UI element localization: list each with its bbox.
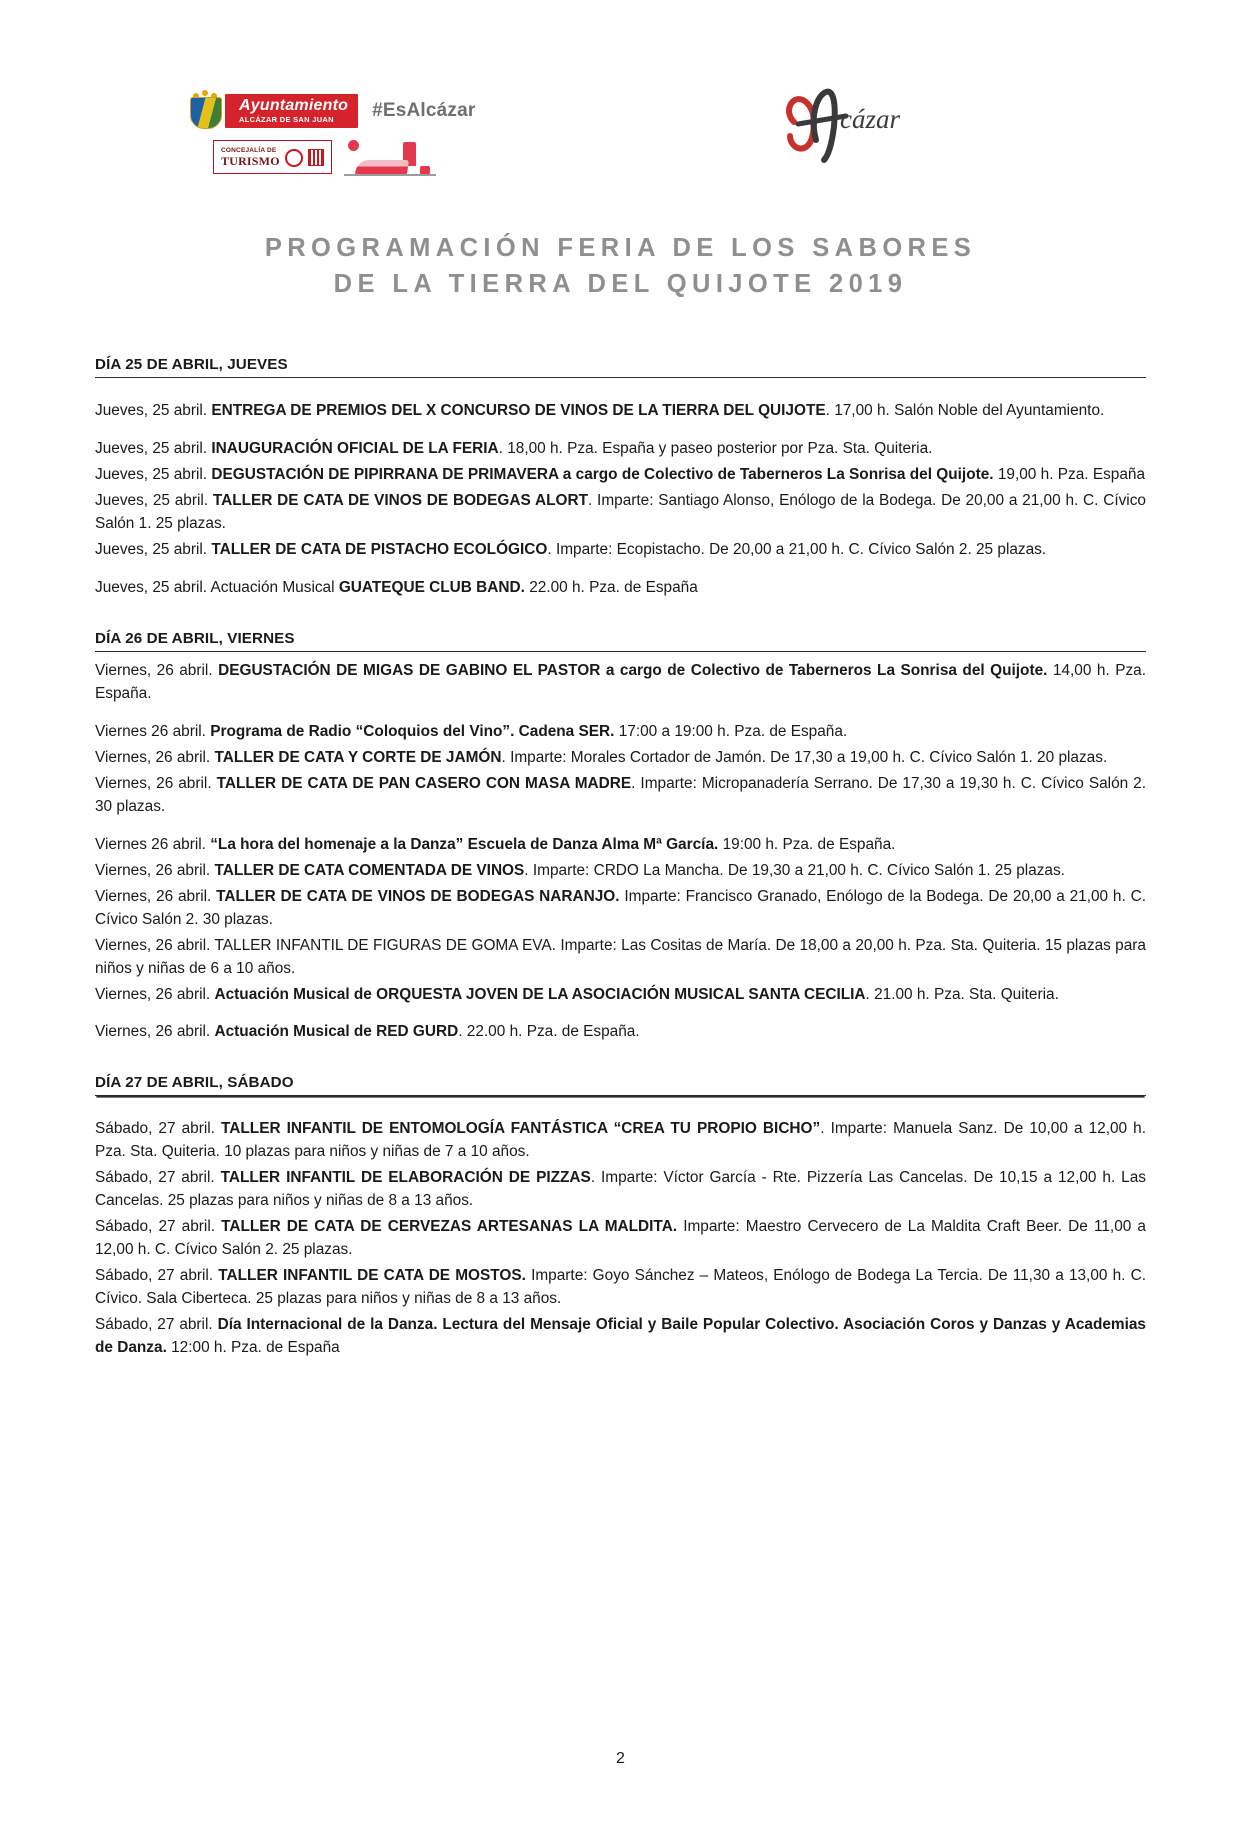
- event-paragraph: [95, 1265, 1146, 1311]
- event-detail-text: 22.00 h. Pza. de España: [524, 579, 698, 597]
- event-detail-text: Viernes, 26 abril.: [95, 985, 215, 1003]
- event-title-text: TALLER DE CATA COMENTADA DE VINOS: [214, 861, 525, 879]
- event-detail-text: 19:00 h. Pza. de España.: [718, 835, 896, 853]
- page-title: [95, 230, 1146, 302]
- event-detail-text: Jueves, 25 abril.: [95, 440, 212, 458]
- event-title-text: TALLER DE CATA DE PISTACHO ECOLÓGICO: [211, 541, 548, 559]
- event-detail-text: . Imparte: Santiago Alonso, Enólogo de la Bodega. De 20,00 a 21,00 h. C. Cívico Salón 1. 25 plazas.: [95, 492, 1146, 533]
- event-detail-text: . 22.00 h. Pza. de España.: [458, 1023, 640, 1041]
- event-detail-text: . Imparte: Manuela Sanz. De 10,00 a 12,00 h. Pza. Sta. Quiteria. 10 plazas para niños y niñas de 7 a 10 años.: [95, 1120, 1146, 1161]
- event-detail-text: Viernes, 26 abril.: [95, 662, 219, 680]
- event-detail-text: Viernes, 26 abril.: [95, 861, 215, 879]
- hashtag-esalcazar: #EsAlcázar: [372, 100, 476, 121]
- logo-band: [95, 78, 1146, 208]
- event-detail-text: 12:00 h. Pza. de España: [166, 1339, 340, 1356]
- section-spacer: [95, 1044, 1146, 1074]
- page-title-line2: DE LA TIERRA DEL QUIJOTE 2019: [333, 270, 908, 299]
- event-detail-text: Viernes, 26 abril.: [95, 1023, 215, 1041]
- event-detail-text: Jueves, 25 abril.: [95, 466, 212, 484]
- ayuntamiento-badge: [225, 94, 358, 129]
- event-detail-text: . Imparte: CRDO La Mancha. De 19,30 a 21,00 h. C. Cívico Salón 1. 25 plazas.: [524, 861, 1065, 879]
- event-title-text: Actuación Musical de RED GURD: [214, 1023, 459, 1041]
- event-paragraph: [95, 834, 1146, 857]
- event-title-text: INAUGURACIÓN OFICIAL DE LA FERIA: [211, 440, 499, 458]
- event-paragraph: [95, 773, 1146, 819]
- turismo-grid-icon: [308, 149, 324, 166]
- event-title-text: DEGUSTACIÓN DE PIPIRRANA DE PRIMAVERA a cargo de Colectivo de Taberneros La Sonrisa del Quijote.: [211, 466, 994, 484]
- event-paragraph: [95, 464, 1146, 487]
- paragraph-spacer: [95, 1096, 1146, 1118]
- event-detail-text: . 21.00 h. Pza. Sta. Quiteria.: [865, 985, 1059, 1003]
- concejalia-turismo-logo: [213, 140, 332, 174]
- page-number: 2: [616, 1750, 625, 1767]
- event-detail-text: Imparte: Goyo Sánchez – Mateos, Enólogo de Bodega La Tercia. De 11,30 a 13,00 h. C. Cívico. Sala Ciberteca. 25 plazas para niños y niñas de 8 a 13 años.: [95, 1267, 1146, 1308]
- event-paragraph: [95, 660, 1146, 706]
- event-title-text: TALLER INFANTIL DE ENTOMOLOGÍA FANTÁSTICA “CREA TU PROPIO BICHO”: [221, 1120, 821, 1138]
- event-detail-text: Viernes, 26 abril.: [95, 774, 217, 792]
- event-detail-text: . 18,00 h. Pza. España y paseo posterior por Pza. Sta. Quiteria.: [498, 440, 933, 458]
- event-title-text: TALLER DE CATA DE PAN CASERO CON MASA MADRE: [216, 774, 632, 792]
- event-title-text: Día Internacional de la Danza. Lectura del Mensaje Oficial y Baile Popular Colectivo. Asociación Coros y Danzas y Academias de Danza.: [95, 1316, 1146, 1356]
- event-detail-text: Viernes, 26 abril.: [95, 887, 217, 905]
- event-paragraph: [95, 1118, 1146, 1164]
- event-detail-text: Sábado, 27 abril.: [95, 1218, 222, 1236]
- document-page: [0, 78, 1241, 1832]
- train-windmill-icon: [344, 140, 436, 180]
- ayuntamiento-badge-line2: ALCÁZAR DE SAN JUAN: [239, 114, 334, 124]
- svg-text:cázar: cázar: [840, 104, 900, 134]
- paragraph-spacer: [95, 819, 1146, 834]
- event-title-text: TALLER INFANTIL DE CATA DE MOSTOS.: [218, 1267, 526, 1285]
- event-paragraph: [95, 984, 1146, 1007]
- event-paragraph: [95, 747, 1146, 770]
- event-detail-text: . Imparte: Morales Cortador de Jamón. De 17,30 a 19,00 h. C. Cívico Salón 1. 20 plazas.: [501, 748, 1108, 766]
- event-detail-text: Sábado, 27 abril.: [95, 1120, 222, 1138]
- event-detail-text: Jueves, 25 abril.: [95, 492, 213, 510]
- day-header: DÍA 27 DE ABRIL, SÁBADO: [95, 1074, 1146, 1096]
- event-detail-text: Sábado, 27 abril.: [95, 1316, 218, 1334]
- event-paragraph: [95, 886, 1146, 932]
- event-detail-text: . Imparte: Micropanadería Serrano. De 17,30 a 19,30 h. C. Cívico Salón 2. 30 plazas.: [95, 774, 1146, 815]
- event-paragraph: [95, 860, 1146, 883]
- event-title-text: GUATEQUE CLUB BAND.: [338, 579, 525, 597]
- paragraph-spacer: [95, 1006, 1146, 1021]
- page-title-line1: PROGRAMACIÓN FERIA DE LOS SABORES: [264, 234, 977, 262]
- turismo-row: [213, 140, 487, 180]
- event-detail-text: Jueves, 25 abril.: [95, 541, 212, 559]
- alcazar-heart-logo: [776, 82, 936, 168]
- event-title-text: “La hora del homenaje a la Danza” Escuela de Danza Alma Mª García.: [210, 835, 719, 853]
- event-detail-text: Viernes 26 abril.: [95, 835, 211, 853]
- event-paragraph: [95, 577, 1146, 600]
- turismo-line1: CONCEJALÍA DE: [221, 147, 277, 155]
- event-detail-text: Viernes 26 abril.: [95, 722, 211, 740]
- paragraph-spacer: [95, 652, 1146, 660]
- event-paragraph: [95, 721, 1146, 744]
- paragraph-spacer: [95, 562, 1146, 577]
- alcazar-brand-logo: [776, 82, 936, 168]
- ayuntamiento-badge-line1: Ayuntamiento: [239, 96, 349, 114]
- event-paragraph: [95, 1167, 1146, 1213]
- event-detail-text: Sábado, 27 abril.: [95, 1169, 221, 1187]
- event-detail-text: 17:00 a 19:00 h. Pza. de España.: [614, 722, 848, 740]
- turismo-circle-icon: [285, 149, 303, 167]
- ayuntamiento-logo-group: [187, 88, 487, 178]
- event-detail-text: . Imparte: Víctor García - Rte. Pizzería Las Cancelas. De 10,15 a 12,00 h. Las Cancelas. 25 plazas para niños y niñas de 8 a 13 años.: [95, 1169, 1146, 1210]
- event-paragraph: [95, 935, 1146, 981]
- event-paragraph: [95, 400, 1146, 423]
- event-title-text: Programa de Radio “Coloquios del Vino”. Cadena SER.: [210, 722, 615, 740]
- event-title-text: TALLER DE CATA DE VINOS DE BODEGAS ALORT: [212, 492, 588, 510]
- event-detail-text: Viernes, 26 abril. TALLER INFANTIL DE FIGURAS DE GOMA EVA. Imparte: Las Cositas de María. De 18,00 a 20,00 h. Pza. Sta. Quiteria. 15 plazas para niños y niñas de 6 a 10 años.: [95, 936, 1146, 977]
- section-spacer: [95, 600, 1146, 630]
- day-header: DÍA 26 DE ABRIL, VIERNES: [95, 630, 1146, 652]
- ayuntamiento-row: [187, 88, 487, 134]
- paragraph-spacer: [95, 378, 1146, 400]
- event-paragraph: [95, 438, 1146, 461]
- event-title-text: DEGUSTACIÓN DE MIGAS DE GABINO EL PASTOR a cargo de Colectivo de Taberneros La Sonrisa del Quijote.: [218, 662, 1048, 680]
- event-paragraph: [95, 1021, 1146, 1044]
- paragraph-spacer: [95, 706, 1146, 721]
- event-title-text: TALLER DE CATA Y CORTE DE JAMÓN: [214, 748, 502, 766]
- event-detail-text: Jueves, 25 abril. Actuación Musical: [95, 579, 339, 597]
- event-detail-text: . 17,00 h. Salón Noble del Ayuntamiento.: [825, 402, 1105, 420]
- event-title-text: ENTREGA DE PREMIOS DEL X CONCURSO DE VINOS DE LA TIERRA DEL QUIJOTE: [211, 402, 826, 420]
- event-title-text: Actuación Musical de ORQUESTA JOVEN DE LA ASOCIACIÓN MUSICAL SANTA CECILIA: [214, 985, 866, 1003]
- event-detail-text: 19,00 h. Pza. España: [993, 466, 1146, 484]
- event-detail-text: Imparte: Maestro Cervecero de La Maldita Craft Beer. De 11,00 a 12,00 h. C. Cívico Salón 2. 25 plazas.: [95, 1218, 1146, 1259]
- program-content: [95, 356, 1146, 1360]
- event-paragraph: [95, 539, 1146, 562]
- event-paragraph: [95, 1314, 1146, 1360]
- event-detail-text: 14,00 h. Pza. España.: [95, 662, 1146, 703]
- paragraph-spacer: [95, 423, 1146, 438]
- event-detail-text: Viernes, 26 abril.: [95, 748, 215, 766]
- event-title-text: TALLER DE CATA DE VINOS DE BODEGAS NARANJO.: [216, 887, 620, 905]
- event-detail-text: Imparte: Francisco Granado, Enólogo de la Bodega. De 20,00 a 21,00 h. C. Cívico Salón 2. 30 plazas.: [95, 887, 1146, 928]
- turismo-line2: TURISMO: [221, 153, 280, 168]
- coat-of-arms-icon: [187, 89, 223, 133]
- event-detail-text: Sábado, 27 abril.: [95, 1267, 219, 1285]
- event-detail-text: . Imparte: Ecopistacho. De 20,00 a 21,00 h. C. Cívico Salón 2. 25 plazas.: [547, 541, 1047, 559]
- day-header: DÍA 25 DE ABRIL, JUEVES: [95, 356, 1146, 378]
- event-paragraph: [95, 490, 1146, 536]
- event-detail-text: Jueves, 25 abril.: [95, 402, 212, 420]
- event-paragraph: [95, 1216, 1146, 1262]
- event-title-text: TALLER INFANTIL DE ELABORACIÓN DE PIZZAS: [220, 1169, 591, 1187]
- event-title-text: TALLER DE CATA DE CERVEZAS ARTESANAS LA MALDITA.: [221, 1218, 678, 1236]
